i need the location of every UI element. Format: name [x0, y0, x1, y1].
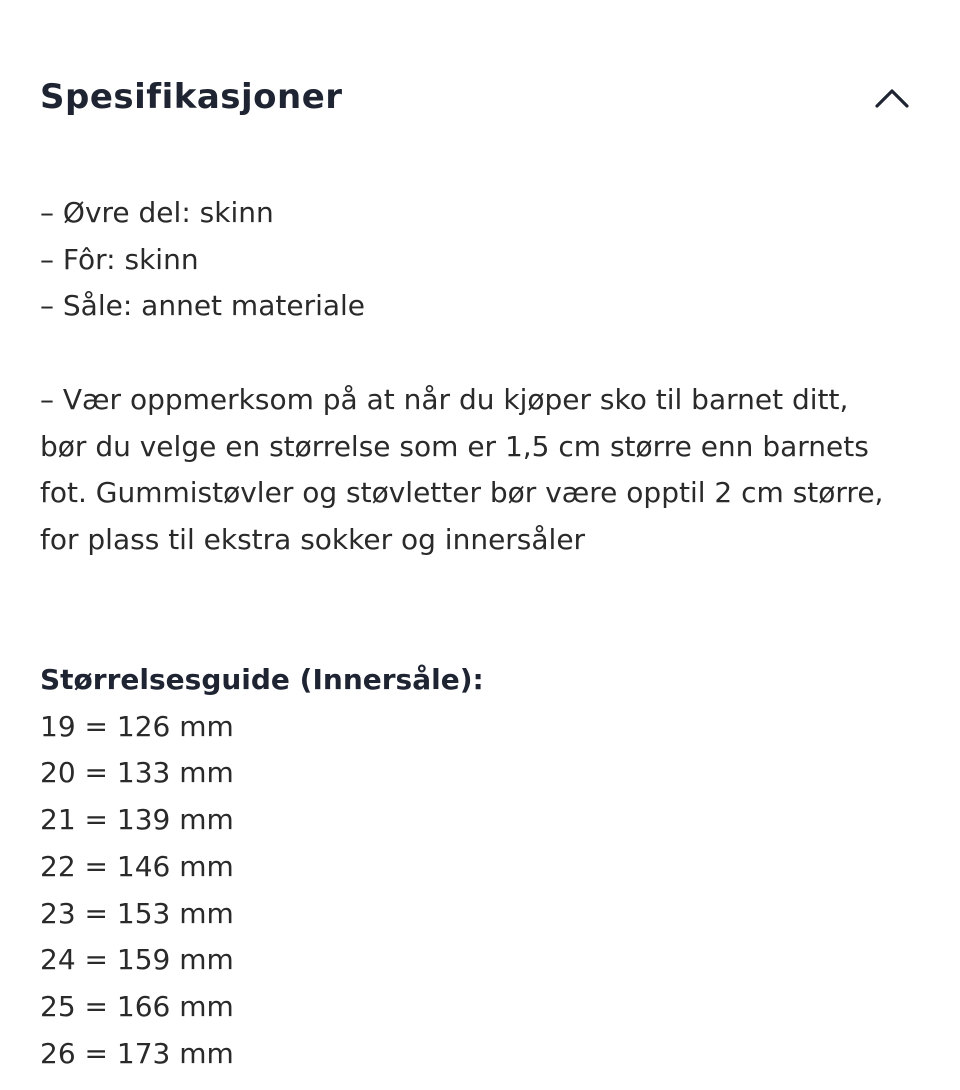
size-guide-heading: Størrelsesguide (Innersåle): — [40, 663, 484, 696]
size-guide-row: 26 = 173 mm — [40, 1036, 234, 1070]
size-guide-row: 21 = 139 mm — [40, 803, 234, 837]
material-sole: – Såle: annet materiale — [40, 289, 366, 323]
note-line-3: fot. Gummistøvler og støvletter bør være opptil 2 cm større, — [40, 476, 884, 510]
size-guide-row: 19 = 126 mm — [40, 709, 234, 743]
material-upper: – Øvre del: skinn — [40, 196, 274, 229]
note-line-2: bør du velge en størrelse som er 1,5 cm større enn barnets — [40, 429, 869, 463]
chevron-up-icon[interactable] — [872, 77, 912, 117]
specifications-accordion-header[interactable] — [40, 70, 920, 124]
note-line-4: for plass til ekstra sokker og innersåler — [40, 522, 586, 556]
size-guide-row: 22 = 146 mm — [40, 849, 234, 883]
size-guide-row: 24 = 159 mm — [40, 943, 234, 977]
size-guide-row: 20 = 133 mm — [40, 756, 234, 790]
size-guide-row: 25 = 166 mm — [40, 989, 234, 1023]
material-lining: – Fôr: skinn — [40, 242, 199, 276]
size-guide-row: 23 = 153 mm — [40, 896, 234, 930]
note-line-1: – Vær oppmerksom på at når du kjøper sko til barnet ditt, — [40, 382, 849, 416]
section-title: Spesifikasjoner — [40, 77, 343, 117]
specifications-content — [40, 190, 920, 1077]
